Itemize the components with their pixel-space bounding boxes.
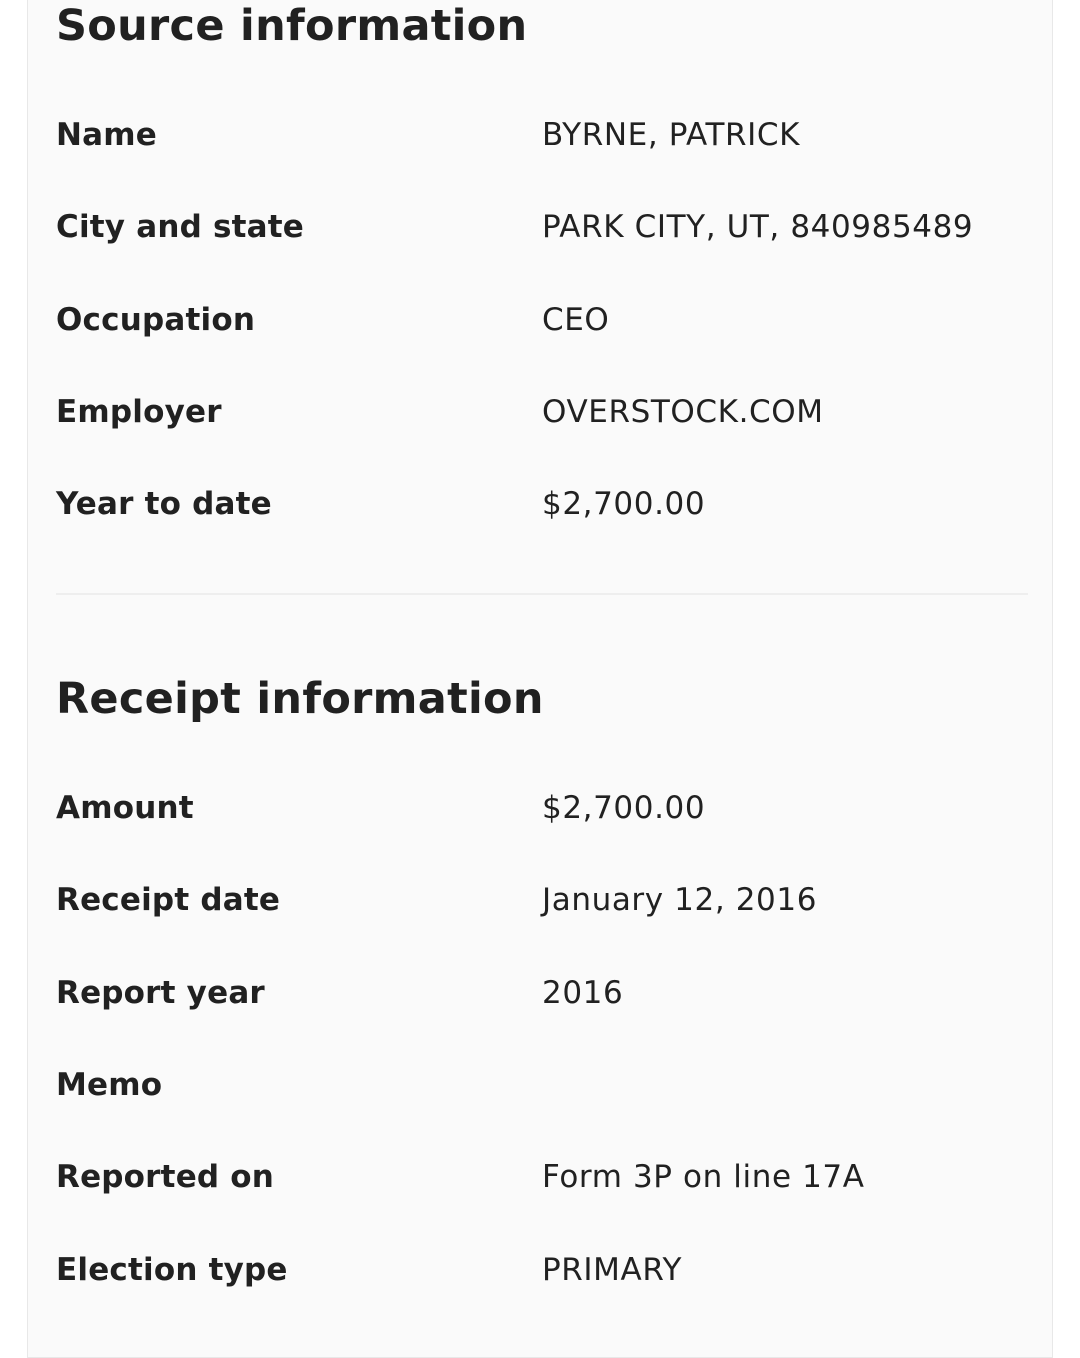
receipt-row-receipt-date: [56, 882, 1006, 922]
field-value: $2,700.00: [542, 486, 706, 522]
field-label: Receipt date: [56, 882, 281, 918]
field-label: Employer: [56, 394, 222, 430]
receipt-row-amount: [56, 790, 1006, 830]
field-value: OVERSTOCK.COM: [542, 394, 824, 430]
source-row-city-state: [56, 209, 1006, 249]
field-value: January 12, 2016: [542, 882, 818, 918]
receipt-row-election-type: [56, 1252, 1006, 1292]
source-information-heading: Source information: [56, 1, 528, 51]
field-value: CEO: [542, 302, 610, 338]
receipt-row-reported-on: [56, 1159, 1006, 1199]
field-label: Report year: [56, 975, 265, 1011]
field-label: Election type: [56, 1252, 288, 1288]
field-value: 2016: [542, 975, 624, 1011]
source-row-name: [56, 117, 1006, 157]
field-label: Memo: [56, 1067, 163, 1103]
field-value: PRIMARY: [542, 1252, 683, 1288]
field-label: Amount: [56, 790, 194, 826]
field-label: City and state: [56, 209, 304, 245]
receipt-row-memo: [56, 1067, 1006, 1107]
field-value: $2,700.00: [542, 790, 706, 826]
source-row-occupation: [56, 302, 1006, 342]
section-divider: [56, 593, 1028, 595]
source-row-employer: [56, 394, 1006, 434]
receipt-row-report-year: [56, 975, 1006, 1015]
field-value: PARK CITY, UT, 840985489: [542, 209, 974, 245]
field-label: Name: [56, 117, 157, 153]
field-value: BYRNE, PATRICK: [542, 117, 801, 153]
field-label: Year to date: [56, 486, 272, 522]
field-label: Occupation: [56, 302, 256, 338]
receipt-detail-card: [27, 0, 1053, 1358]
receipt-information-heading: Receipt information: [56, 674, 544, 724]
field-label: Reported on: [56, 1159, 275, 1195]
field-value: Form 3P on line 17A: [542, 1159, 865, 1195]
source-row-year-to-date: [56, 486, 1006, 526]
